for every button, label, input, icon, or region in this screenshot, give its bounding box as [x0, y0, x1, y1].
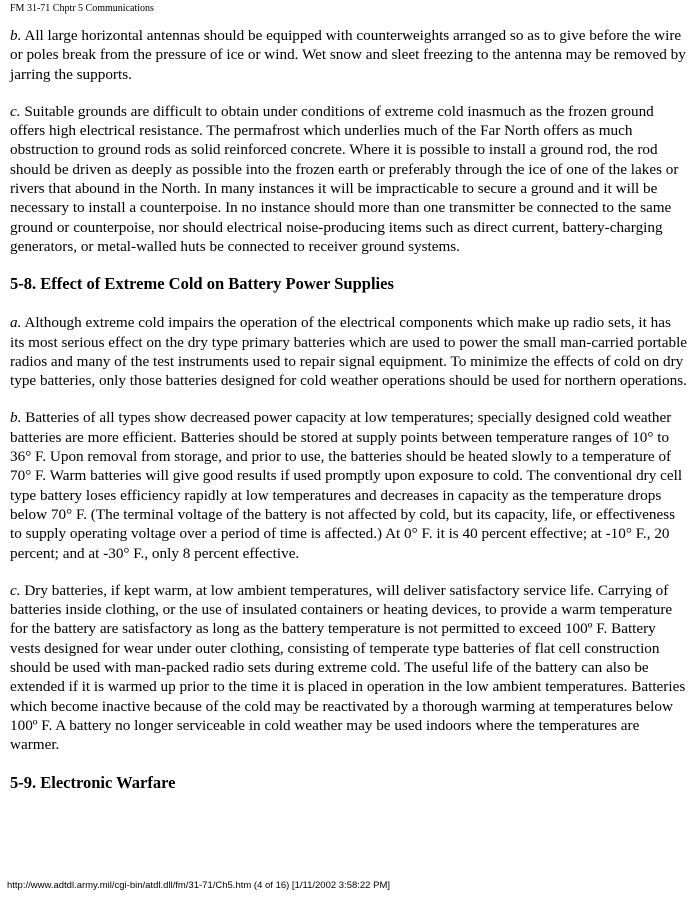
paragraph-text: All large horizontal antennas should be equipped with counterweights arranged so as to give before the wire or poles break from the pressure of ice or wind. Wet snow and sleet freezing to the antenna may be removed by jarring the supports.: [10, 27, 686, 83]
paragraph-label: a.: [10, 314, 22, 332]
paragraph-text: Suitable grounds are difficult to obtain under conditions of extreme cold inasmuch as the frozen ground offers high electrical resistance. The permafrost which underlies much of the Far North offers as much obstruction to ground rods as solid reinforced concrete. Where it is possible to install a ground rod, the rod should be driven as deeply as possible into the frozen earth or preferably through the ice of one of the lakes or rivers that abound in the North. In many instances it will be impracticable to secure a ground and it will be necessary to install a counterpoise. In no instance should more than one transmitter be connected to the same ground or counterpoise, nor should electrical noise-producing items such as direct current, battery-charging generators, or metal-walled huts be connected to receiver ground systems.: [10, 102, 679, 255]
paragraph-label: c.: [10, 102, 21, 120]
paragraph-battery-capacity: [10, 408, 688, 562]
paragraph-label: c.: [10, 581, 21, 599]
section-heading-5-9: 5-9. Electronic Warfare: [10, 772, 176, 792]
paragraph-text: Although extreme cold impairs the operation of the electrical components which make up radio sets, it has its most serious effect on the dry type primary batteries which are used to power the small man-carried portable radios and many of the test instruments used to repair signal equipment. To minimize the effects of cold on dry type batteries, only those batteries designed for cold weather operations should be used for northern operations.: [10, 314, 688, 390]
document-body: [10, 26, 688, 812]
running-header: FM 31-71 Chptr 5 Communications: [10, 3, 154, 14]
page-footer-url: http://www.adtdl.army.mil/cgi-bin/atdl.dll/fm/31-71/Ch5.htm (4 of 16) [1/11/2002 3:58:22 PM]: [7, 880, 390, 891]
paragraph-label: b.: [10, 409, 22, 427]
paragraph-grounds: [10, 102, 688, 256]
paragraph-battery-cold-effect: [10, 313, 688, 390]
paragraph-label: b.: [10, 27, 22, 44]
section-heading-5-8: 5-8. Effect of Extreme Cold on Battery Power Supplies: [10, 274, 394, 294]
paragraph-text: Dry batteries, if kept warm, at low ambient temperatures, will deliver satisfactory service life. Carrying of batteries inside clothing, or the use of insulated containers or heating devices, to provide a warm temperature for the battery are satisfactory as long as the battery temperature is not permitted to exceed 100º F. Battery vests designed for wear under outer clothing, consisting of temperate type batteries of flat cell construction should be used with man-packed radio sets during extreme cold. The useful life of the battery can also be extended if it is warmed up prior to the time it is placed in operation in the low ambient temperatures. Batteries which become inactive because of the cold may be reactivated by a thorough warming at temperatures below 100º F. A battery no longer serviceable in cold weather may be used indoors where the temperatures are warmer.: [10, 581, 686, 754]
paragraph-antenna-counterweights: [10, 26, 688, 84]
paragraph-text: Batteries of all types show decreased power capacity at low temperatures; specially designed cold weather batteries are more efficient. Batteries should be stored at supply points between temperature ranges of 10° to 36° F. Upon removal from storage, and prior to use, the batteries should be heated slowly to a temperature of 70° F. Warm batteries will give good results if used promptly upon exposure to cold. The conventional dry cell type battery loses efficiency rapidly at low temperatures and decreases in capacity as the temperature drops below 70° F. (The terminal voltage of the battery is not affected by cold, but its capacity, life, or effectiveness to supply operating voltage over a period of time is affected.) At 0° F. it is 40 percent effective; at -10° F., 20 percent; and at -30° F., only 8 percent effective.: [10, 409, 683, 562]
paragraph-dry-batteries-warm: [10, 581, 688, 755]
